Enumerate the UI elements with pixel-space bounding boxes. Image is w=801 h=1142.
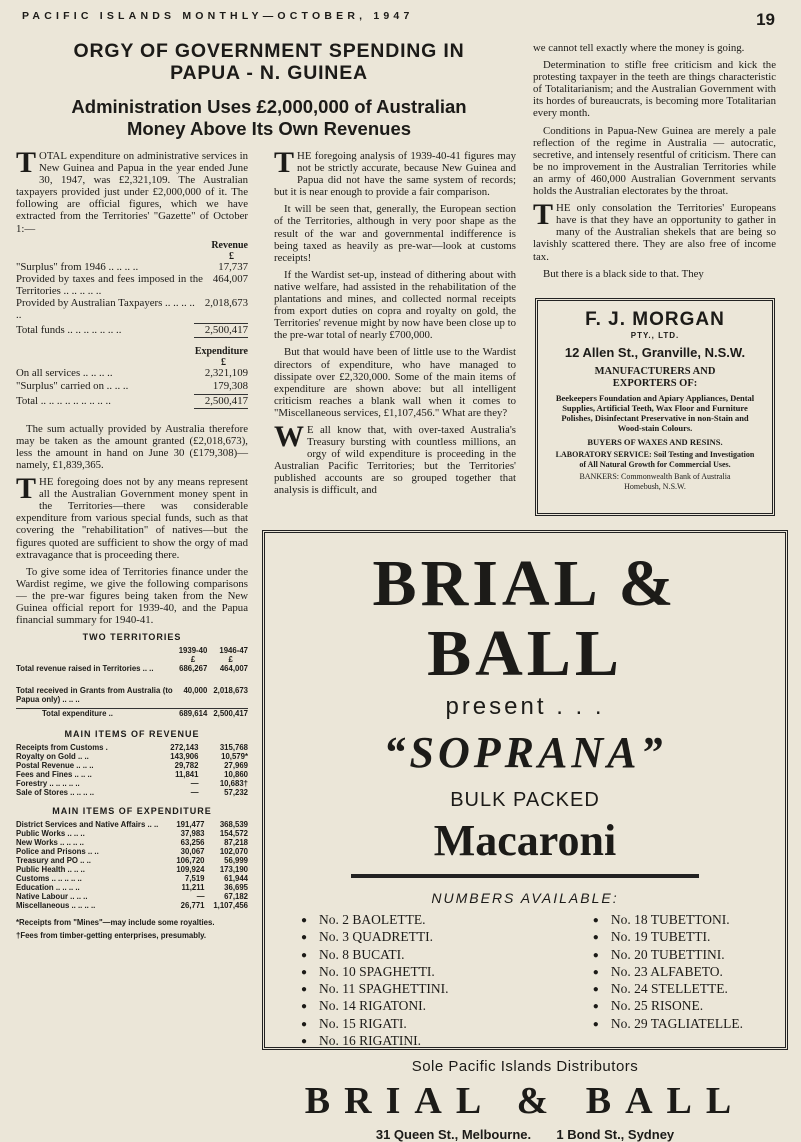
table-row	[16, 820, 248, 829]
revenue-statement	[16, 261, 248, 339]
row-value-a: 30,067	[180, 846, 205, 856]
statement-total-label: Total funds .. .. .. .. .. .. ..	[16, 324, 122, 337]
row-value-a: 143,906	[170, 751, 199, 761]
morgan-pty: PTY., LTD.	[630, 331, 680, 340]
row-value-b: 56,999	[224, 855, 248, 865]
statement-row	[16, 367, 248, 379]
addresses	[265, 1127, 785, 1142]
macaroni-number-item: ● No. 23 ALFABETO.	[593, 964, 743, 981]
row-value-b: 61,944	[224, 873, 248, 883]
morgan-products: Beekeepers Foundation and Apiary Appliances, Dental Supplies, Artificial Teeth, Wax Floor and Furniture Polishes, Disinfectant Preservative in non-Stain and Wood-stain Colours.	[555, 393, 755, 433]
comparison-paragraph: To give some idea of Territories finance under the Wardist regime, we give the following comparisons — the pre-war figures being taken from the New Guinea official report for 1939-40, and the Papua financial summary for 1940-41.	[16, 565, 248, 627]
row-value-b: 173,190	[219, 864, 248, 874]
table-row	[16, 838, 248, 847]
macaroni-number-item: ● No. 3 QUADRETTI.	[301, 929, 449, 946]
row-value-b: 368,539	[219, 819, 248, 829]
macaroni-number-item: ● No. 29 TAGLIATELLE.	[593, 1016, 743, 1033]
row-value-a: 686,267	[179, 664, 208, 674]
footnote-mines: *Receipts from "Mines"—may include some royalties.	[16, 917, 215, 927]
money-paragraph: we cannot tell exactly where the money is going.	[533, 42, 745, 54]
macaroni-number-item: ● No. 20 TUBETTINI.	[593, 947, 743, 964]
row-label: Treasury and PO .. ..	[16, 855, 91, 865]
row-label: New Works .. .. .. ..	[16, 837, 84, 847]
row-value-b: 464,007	[219, 664, 248, 674]
unit-blank	[16, 655, 173, 664]
row-value-b: 27,969	[224, 760, 248, 770]
dissipate-paragraph: But that would have been of little use to the Wardist directors of expenditure, who have managed to dissipate over £2,320,000. Some of the main items of expenditure are shown above: but all intelligent criticism reaches a blank wall when it comes to "Miscellaneous services, £1,107,456." What are they?	[274, 346, 516, 419]
page-number: 19	[756, 10, 775, 29]
row-value-b: 87,218	[224, 837, 248, 847]
morgan-lab: LABORATORY SERVICE: Soil Testing and Investigation of All Natural Growth for Commercial Uses.	[555, 450, 755, 469]
statement-label: Provided by Australian Taxpayers .. .. .. .. ..	[16, 297, 195, 322]
table-row	[16, 686, 248, 708]
row-label: Total received in Grants from Australia (to Papua only) .. .. ..	[16, 686, 173, 705]
row-label: Fees and Fines .. .. ..	[16, 769, 92, 779]
statement-total-value: 2,500,417	[204, 394, 248, 407]
statement-total-value: 2,500,417	[204, 324, 248, 337]
statement-value: 2,018,673	[204, 297, 248, 310]
expenditure-heading: Expenditure £	[194, 346, 248, 369]
row-value-b: 2,018,673	[213, 686, 248, 696]
row-label: Total revenue raised in Territories .. ..	[16, 664, 154, 674]
row-label: Royalty on Gold .. ..	[16, 751, 89, 761]
macaroni-title: Macaroni	[433, 816, 617, 865]
row-value-b: 10,860	[224, 769, 248, 779]
present-text: present . . .	[445, 693, 605, 720]
table-row	[16, 743, 248, 752]
european-section-paragraph: It will be seen that, generally, the European section of the Territories, although in very poor shape as the result of the war and governmental indifference is being taxed as heavily as pre-war—look at customs receipts!	[274, 203, 516, 264]
wardist-paragraph: If the Wardist set-up, instead of dithering about with native welfare, had assisted in the rehabilitation of the plantations and mines, and collected normal receipts from export duties on copra and royalty on gold, the Territories' revenue might by now have been close up to the pre-war total of nearly £700,000.	[274, 268, 516, 342]
overtaxed-paragraph: W E all know that, with over-taxed Australia's Treasury bursting with countless millions, an orgy of wild expenditure is proceeding in the Australian Pacific Territories; but the Territories' published accounts are so grouped together that analysis is difficult, and	[274, 419, 516, 497]
statement-total-row	[16, 395, 248, 407]
morgan-buyers: BUYERS OF WAXES AND RESINS.	[587, 437, 723, 447]
statement-value: 17,737	[218, 260, 248, 273]
row-value-a: 40,000	[183, 686, 208, 696]
macaroni-number-item: ● No. 16 RIGATINI.	[301, 1033, 449, 1050]
statement-value: 464,007	[212, 272, 248, 285]
macaroni-number-item: ● No. 14 RIGATONI.	[301, 998, 449, 1015]
row-value-b: 315,768	[219, 742, 248, 752]
column-2	[274, 146, 516, 502]
consolation-paragraph: THE only consolation the Territories' Europeans have is that they have an opportunity to gather in many of the Australian shekels that are being so lavishly scattered there. They are also free of income tax.	[533, 198, 776, 263]
numbers-title: NUMBERS AVAILABLE:	[431, 890, 619, 906]
row-value-a: —	[190, 787, 199, 797]
expenditure-items-title: MAIN ITEMS OF EXPENDITURE	[52, 805, 212, 816]
macaroni-number-item: ● No. 10 SPAGHETTI.	[301, 964, 449, 981]
statement-value: 179,308	[212, 379, 248, 392]
unit-row	[16, 655, 248, 664]
revenue-heading: Revenue £	[211, 239, 248, 262]
row-label: Police and Prisons .. ..	[16, 846, 99, 856]
table-row	[16, 788, 248, 797]
statement-label: "Surplus" from 1946 .. .. .. ..	[16, 260, 139, 273]
row-value-b: 102,070	[219, 846, 248, 856]
header-blank	[16, 646, 173, 655]
column-1	[16, 146, 248, 940]
row-label: Receipts from Customs .	[16, 742, 108, 752]
black-side-paragraph: But there is a black side to that. They	[543, 267, 704, 280]
macaroni-number-item: ● No. 2 BAOLETTE.	[301, 912, 449, 929]
row-value-a: 7,519	[185, 873, 205, 883]
determination-paragraph: Determination to stifle free criticism and kick the protesting taxpayer in the teeth are things characteristic of Totalitarianism; and the Australian Government with its hordes of bureaucrats, is becoming more Totalitarian every month.	[533, 59, 776, 120]
sum-paragraph: The sum actually provided by Australia therefore may be taken as the amount granted (£2,018,673), less the amount in hand on June 30 (£179,308)—namely, £1,839,365.	[16, 422, 248, 471]
row-label: District Services and Native Affairs .. ..	[16, 819, 159, 829]
row-value-a: —	[196, 891, 205, 901]
morgan-name: F. J. MORGAN	[585, 309, 725, 330]
expenditure-statement	[16, 367, 248, 408]
brial-ball-advertisement	[262, 530, 788, 1142]
table-header-row	[16, 646, 248, 655]
macaroni-number-item: ● No. 24 STELLETTE.	[593, 981, 743, 998]
morgan-address: 12 Allen St., Granville, N.S.W.	[564, 345, 746, 360]
soprana-title: “SOPRANA”	[383, 728, 667, 777]
statement-row	[16, 273, 248, 297]
statement-rule	[194, 337, 248, 338]
table-row	[16, 752, 248, 761]
melbourne-address: 31 Queen St., Melbourne.	[375, 1127, 532, 1142]
row-label: Postal Revenue .. .. ..	[16, 760, 94, 770]
morgan-bankers: BANKERS: Commonwealth Bank of Australia Homebush, N.S.W.	[579, 472, 731, 491]
row-value-a: 109,924	[176, 864, 205, 874]
row-value-a: 689,614	[179, 708, 208, 718]
column-3	[533, 42, 776, 285]
row-label: Customs .. .. .. .. ..	[16, 873, 82, 883]
revenue-items-table	[16, 743, 248, 797]
statement-row	[16, 297, 248, 321]
divider-rule	[351, 874, 699, 878]
row-value-a: 272,143	[170, 742, 199, 752]
table-row	[16, 856, 248, 865]
row-value-b: 10,579*	[221, 751, 248, 761]
table-row	[16, 865, 248, 874]
statement-total-row	[16, 324, 248, 336]
row-value-b: 57,232	[224, 787, 248, 797]
row-value-a: 63,256	[180, 837, 205, 847]
row-value-b: 154,572	[219, 828, 248, 838]
table-row	[16, 874, 248, 883]
running-header: PACIFIC ISLANDS MONTHLY—OCTOBER, 1947	[22, 10, 414, 22]
brand-name-top: BRIAL & BALL	[372, 547, 678, 690]
statement-value: 2,321,109	[204, 367, 248, 380]
revenue-items-title: MAIN ITEMS OF REVENUE	[64, 728, 200, 739]
row-value-a: 29,782	[174, 760, 199, 770]
two-territories-title: TWO TERRITORIES	[82, 632, 182, 643]
macaroni-number-item: ● No. 18 TUBETTONI.	[593, 912, 743, 929]
table-row	[16, 761, 248, 770]
row-value-a: 106,720	[176, 855, 205, 865]
table-row	[16, 847, 248, 856]
footnotes	[16, 918, 248, 940]
row-label: Sale of Stores .. .. .. ..	[16, 787, 94, 797]
article-title: ORGY OF GOVERNMENT SPENDING IN PAPUA - N. GUINEA	[73, 40, 465, 84]
year-1939: 1939-40	[178, 646, 208, 656]
table-row	[16, 779, 248, 788]
statement-label: On all services .. .. .. ..	[16, 367, 113, 380]
statement-rule	[194, 408, 248, 409]
table-total-row	[16, 708, 248, 718]
unit-a: £	[190, 655, 196, 665]
table-row	[16, 892, 248, 901]
conditions-paragraph: Conditions in Papua-New Guinea are merely a pale reflection of the regime in Australia — autocratic, secretive, and intensely resentful of criticism. There can be no improvement in the Australian Territories while an army of 460,000 Australian Government servants holds the Australian electorates by the throat.	[533, 124, 776, 198]
row-value-b: 2,500,417	[213, 708, 248, 718]
macaroni-number-item: ● No. 8 BUCATI.	[301, 947, 449, 964]
row-value-a: 191,477	[176, 819, 205, 829]
row-label: Native Labour .. .. ..	[16, 891, 88, 901]
foregoing-paragraph: THE foregoing does not by any means represent all the Australian Government money spent in the Territories—there was considerable expenditure from various special funds, such as that covering the "rehabilitation" of natives—but the figures quoted are sufficient to show the orgy of mad extravagance that is proceeding there.	[16, 472, 248, 561]
table-row	[16, 664, 248, 686]
row-label: Education .. .. .. ..	[16, 882, 80, 892]
row-value-a: 11,841	[175, 769, 199, 779]
table-row	[16, 829, 248, 838]
intro-paragraph: TOTAL expenditure on administrative services in New Guinea and Papua in the year ended June 30, 1947, was £2,321,109. The Australian taxpayers provided just under £2,000,000 of it. The following are official figures, which we have extracted from the Territories' "Gazette" of October 1:—	[16, 146, 248, 235]
macaroni-number-item: ● No. 19 TUBETTI.	[593, 929, 743, 946]
statement-label: Provided by taxes and fees imposed in the Territories .. .. .. .. ..	[16, 272, 203, 297]
sydney-address: 1 Bond St., Sydney	[556, 1127, 675, 1142]
row-value-a: —	[190, 778, 199, 788]
row-value-a: 26,771	[180, 900, 205, 910]
row-label: Public Health .. .. ..	[16, 864, 85, 874]
numbers-right-column	[593, 912, 743, 1050]
brand-name-bottom: BRIAL & BALL	[304, 1080, 746, 1123]
article-subtitle: Administration Uses £2,000,000 of Australian Money Above Its Own Revenues	[71, 96, 467, 139]
table-row	[16, 901, 248, 910]
morgan-role: MANUFACTURERS AND EXPORTERS OF:	[594, 366, 716, 389]
row-label: Total expenditure ..	[42, 708, 113, 718]
unit-b: £	[228, 655, 233, 665]
expenditure-items-table	[16, 820, 248, 910]
row-value-b: 10,683†	[219, 778, 248, 788]
analysis-paragraph: THE foregoing analysis of 1939-40-41 figures may not be strictly accurate, because New Guinea and Papua did not have the same system of records; but it is near enough to provide a fair comparison.	[274, 146, 516, 199]
statement-row	[16, 380, 248, 392]
row-value-a: 37,983	[180, 828, 205, 838]
footnote-timber: †Fees from timber-getting enterprises, presumably.	[16, 930, 207, 940]
table-row	[16, 770, 248, 779]
numbers-list	[265, 912, 785, 1050]
morgan-advertisement	[535, 298, 775, 516]
macaroni-number-item: ● No. 25 RISONE.	[593, 998, 743, 1015]
statement-total-label: Total .. .. .. .. .. .. .. .. ..	[16, 394, 111, 407]
table-row	[16, 883, 248, 892]
numbers-left-column	[301, 912, 449, 1050]
statement-label: "Surplus" carried on .. .. ..	[16, 379, 129, 392]
distributors-text: Sole Pacific Islands Distributors	[411, 1058, 639, 1076]
macaroni-number-item: ● No. 11 SPAGHETTINI.	[301, 981, 449, 998]
row-value-b: 1,107,456	[213, 900, 248, 910]
two-territories-table	[16, 646, 248, 718]
row-value-b: 36,695	[224, 882, 248, 892]
macaroni-number-item: ● No. 15 RIGATI.	[301, 1016, 449, 1033]
row-value-a: 11,211	[181, 882, 205, 892]
row-label: Forestry .. .. .. .. ..	[16, 778, 80, 788]
bulk-packed: BULK PACKED	[450, 789, 600, 811]
year-1946: 1946-47	[219, 646, 248, 656]
row-label: Miscellaneous .. .. .. ..	[16, 900, 96, 910]
row-label: Public Works .. .. ..	[16, 828, 85, 838]
row-value-b: 67,182	[224, 891, 248, 901]
statement-row	[16, 261, 248, 273]
